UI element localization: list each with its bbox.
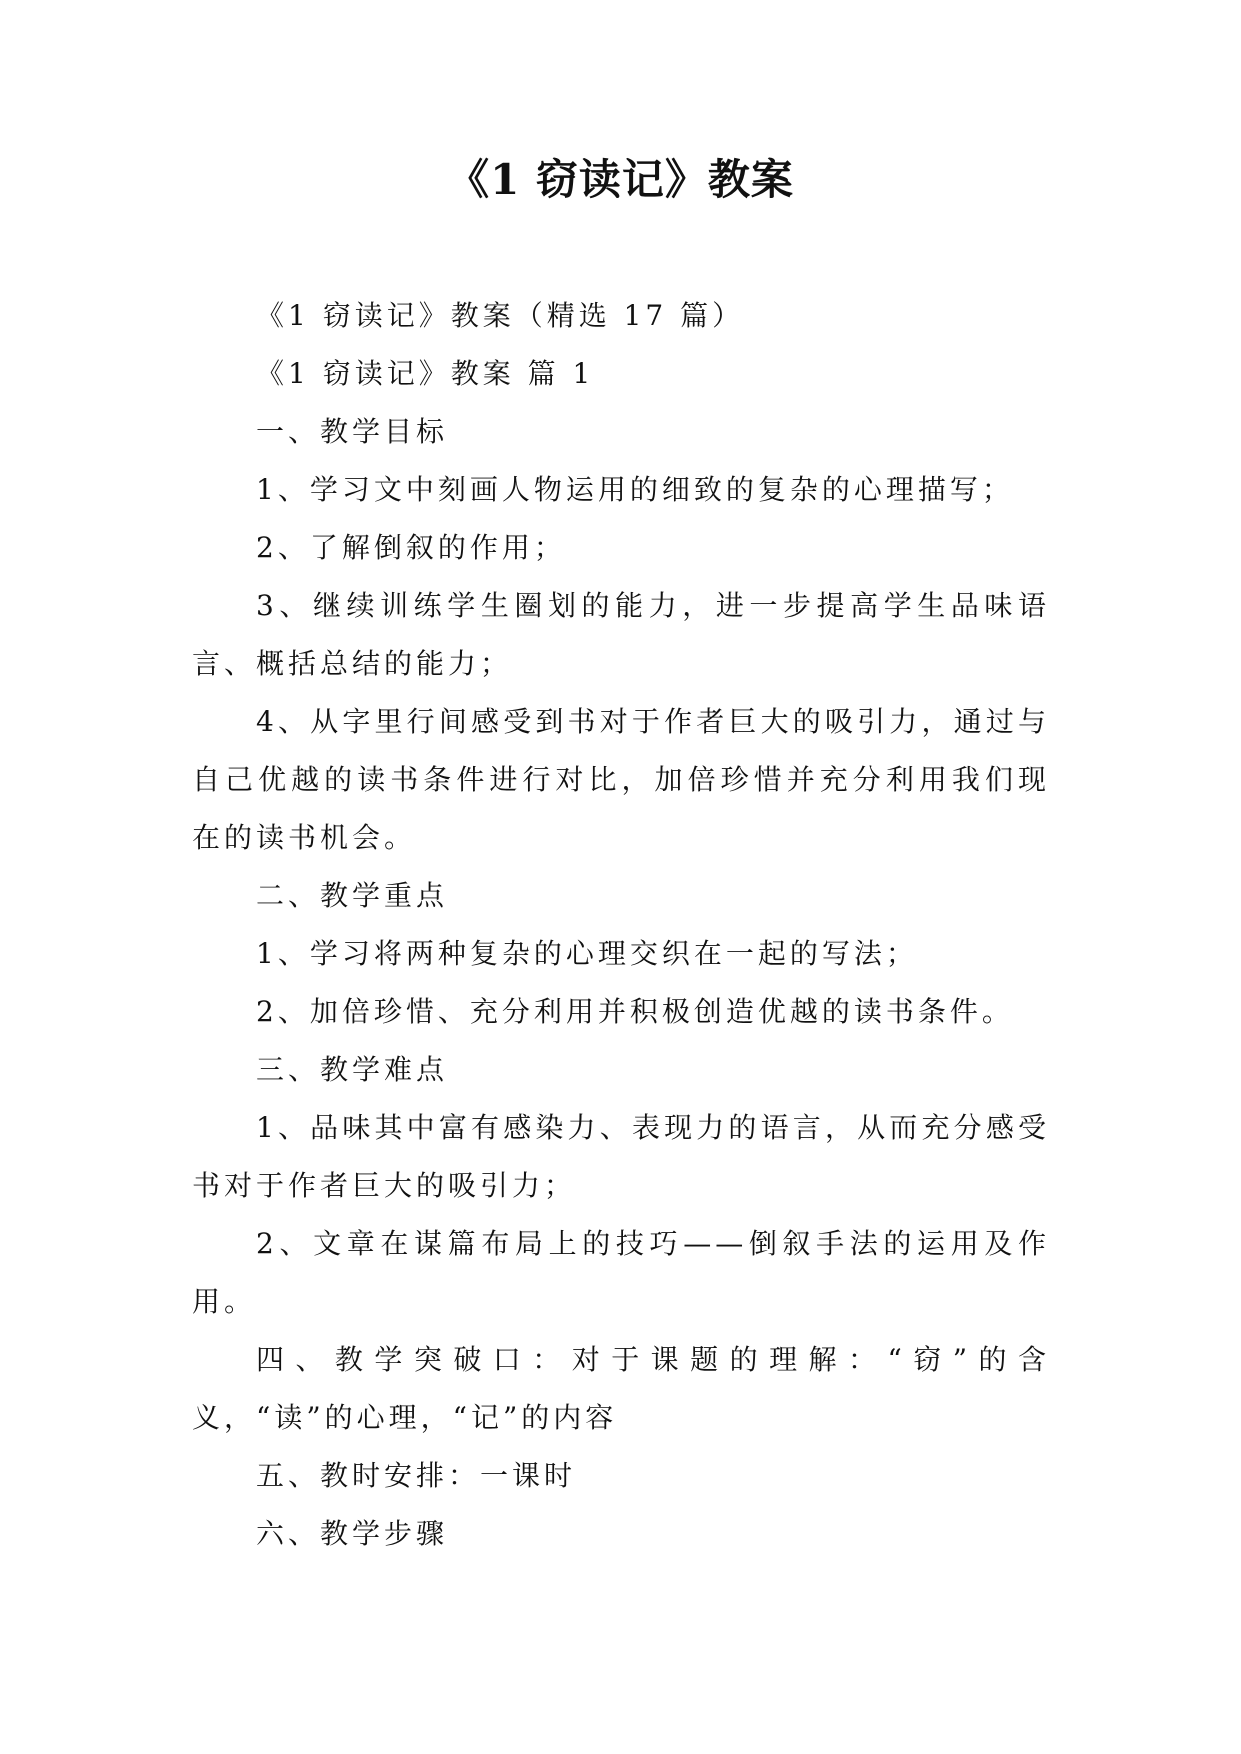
focus-item-1: 1、学习将两种复杂的心理交织在一起的写法；	[256, 937, 918, 970]
document-title: 《1 窃读记》教案	[447, 155, 794, 204]
objective-item-2: 2、了解倒叙的作用；	[256, 531, 566, 564]
heading-teaching-focus: 二、教学重点	[256, 879, 449, 912]
section-heading-article-1: 《1 窃读记》教案 篇 1	[256, 357, 595, 390]
objective-item-1: 1、学习文中刻画人物运用的细致的复杂的心理描写；	[256, 473, 1014, 506]
difficulty-item-1: 1、品味其中富有感染力、表现力的语言，从而充分感受书对于作者巨大的吸引力；	[192, 1111, 1050, 1202]
difficulty-item-2: 2、文章在谋篇布局上的技巧——倒叙手法的运用及作用。	[192, 1227, 1050, 1318]
objective-item-4: 4、从字里行间感受到书对于作者巨大的吸引力，通过与自己优越的读书条件进行对比，加倍珍惜并充分利用我们现在的读书机会。	[192, 705, 1050, 854]
document-body	[192, 287, 1050, 1563]
heading-teaching-difficulties: 三、教学难点	[256, 1053, 449, 1086]
objective-item-3: 3、继续训练学生圈划的能力，进一步提高学生品味语言、概括总结的能力；	[192, 589, 1050, 680]
heading-teaching-steps: 六、教学步骤	[256, 1517, 449, 1550]
heading-teaching-objectives: 一、教学目标	[256, 415, 449, 448]
subtitle-paragraph: 《1 窃读记》教案（精选 17 篇）	[256, 299, 745, 332]
heading-breakthrough: 四、教学突破口：对于课题的理解：“窃”的含义，“读”的心理，“记”的内容	[192, 1343, 1050, 1434]
heading-schedule: 五、教时安排：一课时	[256, 1459, 577, 1492]
focus-item-2: 2、加倍珍惜、充分利用并积极创造优越的读书条件。	[256, 995, 1014, 1028]
